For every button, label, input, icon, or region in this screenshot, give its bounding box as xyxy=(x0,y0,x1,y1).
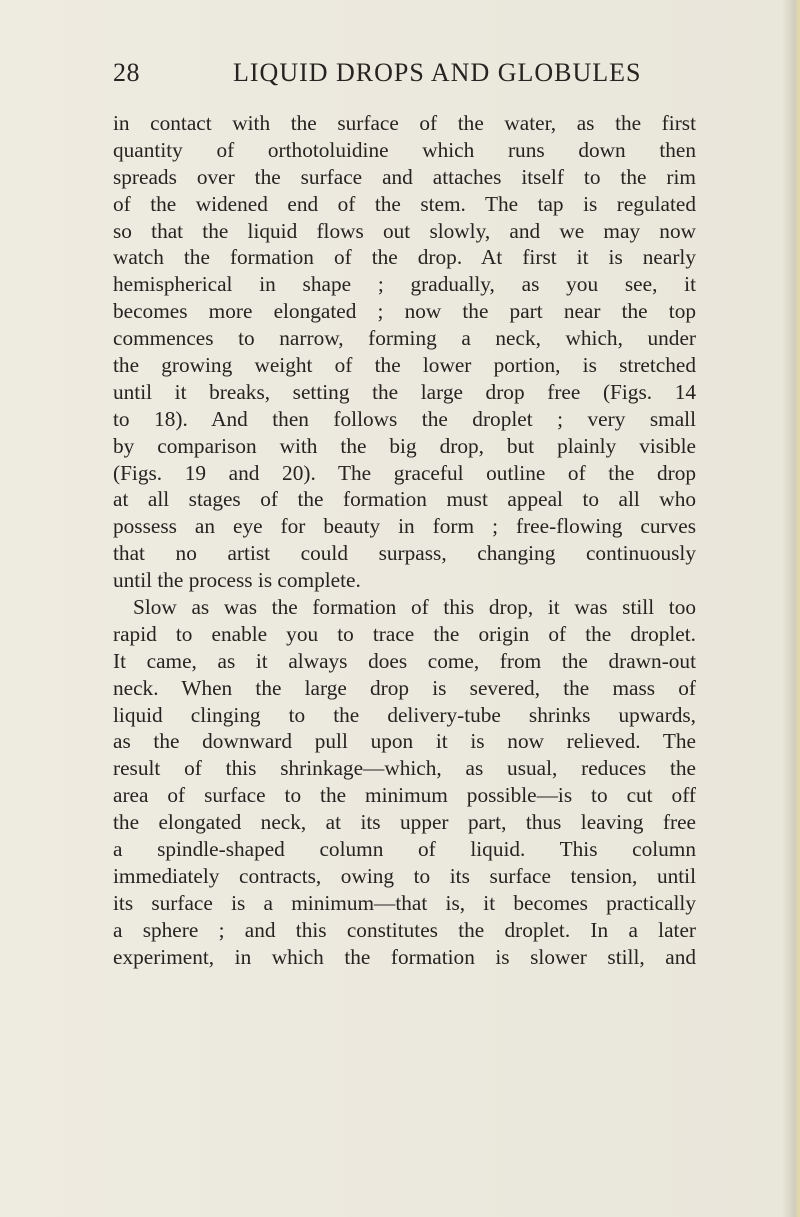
text-line: liquid clinging to the delivery-tube shrinks upwards, xyxy=(113,702,696,727)
text-line: hemispherical in shape ; gradually, as you see, it xyxy=(113,272,696,297)
text-line: to 18). And then follows the droplet ; very small xyxy=(113,406,696,431)
text-line: the elongated neck, at its upper part, thus leaving free xyxy=(113,810,696,835)
text-line: becomes more elongated ; now the part near the top xyxy=(113,299,696,324)
text-line: spreads over the surface and attaches itself to the rim xyxy=(113,164,696,189)
page-header xyxy=(113,58,693,94)
text-line: so that the liquid flows out slowly, and we may now xyxy=(113,218,696,243)
text-line: watch the formation of the drop. At first it is nearly xyxy=(113,245,696,270)
text-line: rapid to enable you to trace the origin of the droplet. xyxy=(113,621,696,646)
page-number: 28 xyxy=(113,58,140,87)
text-line: (Figs. 19 and 20). The graceful outline of the drop xyxy=(113,460,696,485)
text-line: neck. When the large drop is severed, the mass of xyxy=(113,675,696,700)
text-line: as the downward pull upon it is now relieved. The xyxy=(113,729,696,754)
page-edge-shadow xyxy=(782,0,800,1217)
text-line: a spindle-shaped column of liquid. This column xyxy=(113,837,696,862)
text-line: quantity of orthotoluidine which runs down then xyxy=(113,137,696,162)
text-line: result of this shrinkage—which, as usual, reduces the xyxy=(113,756,696,781)
text-line: It came, as it always does come, from the drawn-out xyxy=(113,648,696,673)
paragraph-end-line: until the process is complete. xyxy=(113,568,361,593)
text-line: area of surface to the minimum possible—is to cut off xyxy=(113,783,696,808)
text-line: of the widened end of the stem. The tap is regulated xyxy=(113,191,696,216)
text-line: immediately contracts, owing to its surface tension, until xyxy=(113,863,696,888)
text-line: the growing weight of the lower portion, is stretched xyxy=(113,353,696,378)
text-line: experiment, in which the formation is slower still, and xyxy=(113,944,696,969)
text-line: a sphere ; and this constitutes the droplet. In a later xyxy=(113,917,696,942)
text-line: commences to narrow, forming a neck, which, under xyxy=(113,326,696,351)
paragraph-start-line: Slow as was the formation of this drop, it was still too xyxy=(133,595,696,620)
text-line: that no artist could surpass, changing continuously xyxy=(113,541,696,566)
text-line: possess an eye for beauty in form ; free-flowing curves xyxy=(113,514,696,539)
body-text xyxy=(113,110,696,971)
running-title: LIQUID DROPS AND GLOBULES xyxy=(233,58,642,87)
text-line: in contact with the surface of the water, as the first xyxy=(113,111,696,135)
text-line: until it breaks, setting the large drop free (Figs. 14 xyxy=(113,379,696,404)
text-line: at all stages of the formation must appeal to all who xyxy=(113,487,696,512)
text-line: its surface is a minimum—that is, it becomes practically xyxy=(113,890,696,915)
text-line: by comparison with the big drop, but plainly visible xyxy=(113,433,696,458)
